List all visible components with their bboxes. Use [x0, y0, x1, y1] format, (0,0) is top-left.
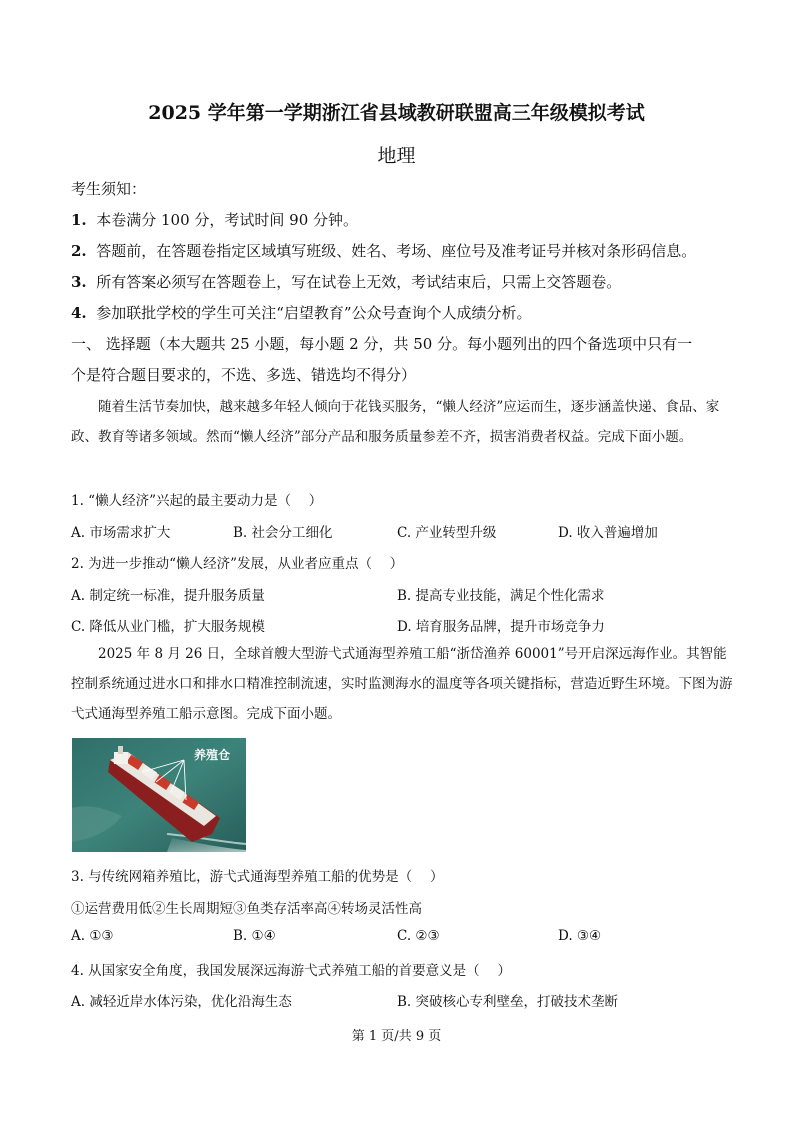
question-2-stem: 2. 为进一步推动“懒人经济”发展，从业者应重点（ ）: [71, 556, 404, 572]
section-heading-line1: 一、 选择题（本大题共 25 小题，每小题 2 分，共 50 分。每小题列出的四个备选项中只有一: [71, 335, 693, 353]
notice-number: 1.: [71, 211, 87, 229]
q3-option-d: D. ③④: [558, 928, 602, 944]
q2-option-d: D. 培育服务品牌，提升市场竞争力: [397, 619, 605, 635]
q1-option-a: A. 市场需求扩大: [71, 525, 171, 541]
passage-lazy-economy: 随着生活节奏加快，越来越多年轻人倾向于花钱买服务，“懒人经济”应运而生，逐步涵盖快递、食品、家政、教育等诸多领域。然而“懒人经济”部分产品和服务质量参差不齐，损害消费者权益。完成下面小题。: [71, 399, 720, 445]
notice-item: [71, 240, 696, 261]
notice-number: 4.: [71, 304, 87, 322]
notice-text: 所有答案必须写在答题卷上，写在试卷上无效，考试结束后，只需上交答题卷。: [96, 273, 622, 291]
q2-option-a: A. 制定统一标准，提升服务质量: [71, 588, 265, 604]
notice-number: 3.: [71, 273, 87, 291]
section-heading-line2: 个是符合题目要求的，不选、多选、错选均不得分）: [71, 366, 417, 384]
q3-option-c: C. ②③: [397, 928, 440, 944]
question-4-stem: 4. 从国家安全角度，我国发展深远海游弋式养殖工船的首要意义是（ ）: [71, 963, 511, 979]
notice-item: [71, 209, 358, 230]
subject-title: 地理: [377, 145, 416, 167]
notice-number: 2.: [71, 242, 87, 260]
question-1-stem: 1. “懒人经济”兴起的最主要动力是（ ）: [71, 493, 323, 509]
notice-item: [71, 302, 532, 323]
q3-option-a: A. ①③: [71, 928, 114, 944]
aquaculture-ship-image: [72, 738, 246, 852]
notice-text: 答题前，在答题卷指定区域填写班级、姓名、考场、座位号及准考证号并核对条形码信息。: [96, 242, 697, 260]
notice-text: 本卷满分 100 分，考试时间 90 分钟。: [96, 211, 359, 229]
page-footer: 第 1 页/共 9 页: [351, 1029, 442, 1044]
passage-aquaculture-ship: 2025 年 8 月 26 日，全球首艘大型游弋式通海型养殖工船“浙岱渔养 60001”号开启深远海作业。其智能控制系统通过进水口和排水口精准控制流速，实时监测海水的温度等各项关键指标，营造近野生环境。下图为游弋式通海型养殖工船示意图。完成下面小题。: [71, 646, 733, 722]
q1-option-d: D. 收入普遍增加: [558, 525, 658, 541]
q3-option-b: B. ①④: [233, 928, 276, 944]
figure-label-breeding-tank: 养殖仓: [194, 748, 231, 762]
q2-option-b: B. 提高专业技能，满足个性化需求: [397, 588, 605, 604]
q4-option-a: A. 减轻近岸水体污染，优化沿海生态: [71, 994, 292, 1010]
q4-option-b: B. 突破核心专利壁垒，打破技术垄断: [397, 994, 619, 1010]
notice-heading: 考生须知：: [71, 180, 147, 198]
q1-option-c: C. 产业转型升级: [397, 525, 497, 541]
notice-text: 参加联批学校的学生可关注“启望教育”公众号查询个人成绩分析。: [96, 304, 532, 322]
question-3-stem: 3. 与传统网箱养殖比，游弋式通海型养殖工船的优势是（ ）: [71, 869, 444, 885]
notice-item: [71, 271, 621, 292]
q1-option-b: B. 社会分工细化: [233, 525, 333, 541]
exam-title: 2025 学年第一学期浙江省县域教研联盟高三年级模拟考试: [148, 102, 645, 124]
q2-option-c: C. 降低从业门槛，扩大服务规模: [71, 619, 265, 635]
q3-statements: ①运营费用低②生长周期短③鱼类存活率高④转场灵活性高: [71, 901, 422, 917]
